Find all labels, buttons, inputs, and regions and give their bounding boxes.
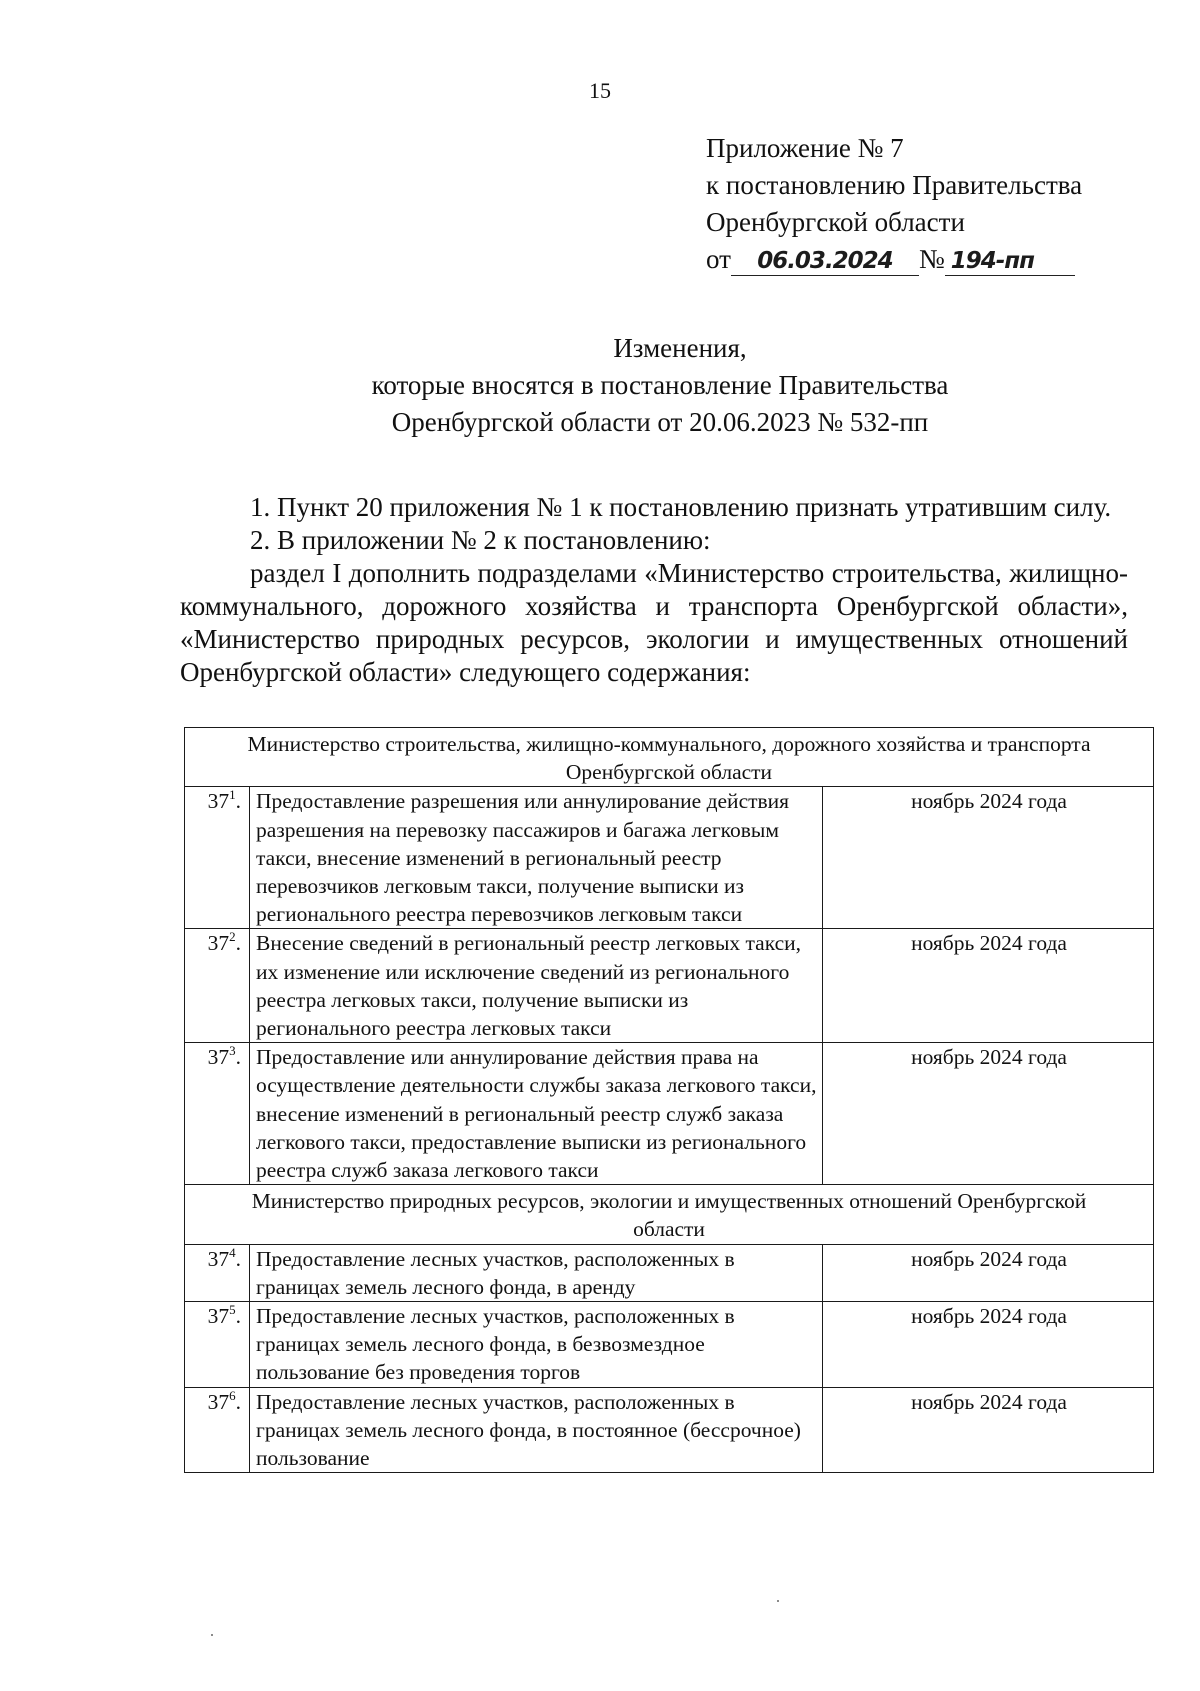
- deadline: ноябрь 2024 года: [823, 1244, 1154, 1301]
- row-number: $37^1$.: [185, 787, 250, 929]
- section-row: [185, 728, 1154, 787]
- service-description: Предоставление лесных участков, расположенных в границах земель лесного фонда, в безвозмездное пользование без проведения торгов: [250, 1302, 823, 1388]
- scan-speck: [777, 1600, 779, 1602]
- handwritten-date: 06.03.2024: [731, 248, 919, 276]
- title-line-1: Изменения,: [613, 333, 747, 363]
- row-number: $37^5$.: [185, 1302, 250, 1388]
- row-number: $37^4$.: [185, 1244, 250, 1301]
- service-description: Предоставление лесных участков, расположенных в границах земель лесного фонда, в постоянное (бессрочное) пользование: [250, 1387, 823, 1473]
- table-row: [185, 1302, 1154, 1388]
- paragraph-1: 1. Пункт 20 приложения № 1 к постановлению признать утратившим силу.: [250, 492, 1112, 522]
- page-number: 15: [589, 78, 611, 103]
- table-row: [185, 1244, 1154, 1301]
- deadline: ноябрь 2024 года: [823, 1387, 1154, 1473]
- service-description: Внесение сведений в региональный реестр легковых такси, их изменение или исключение сведений из регионального реестра легковых такси, получение выписки из регионального реестра легковых такси: [250, 929, 823, 1043]
- deadline: ноябрь 2024 года: [823, 1043, 1154, 1185]
- section-header-natural-resources: Министерство природных ресурсов, экологии и имущественных отношений Оренбургской области: [185, 1185, 1154, 1244]
- row-number: $37^3$.: [185, 1043, 250, 1185]
- deadline: ноябрь 2024 года: [823, 787, 1154, 929]
- table-row: [185, 787, 1154, 929]
- handwritten-number: 194-пп: [945, 248, 1075, 276]
- body-text: [180, 491, 1128, 689]
- annex-region: Оренбургской области: [706, 207, 965, 237]
- annex-block: [706, 130, 1082, 278]
- annex-date-line: [706, 241, 1082, 278]
- number-label: №: [918, 244, 945, 274]
- table-row: [185, 1387, 1154, 1473]
- changes-table: [184, 727, 1154, 1473]
- from-label: от: [706, 244, 731, 274]
- paragraph-2: 2. В приложении № 2 к постановлению:: [250, 525, 711, 555]
- document-title: [180, 330, 1140, 441]
- service-description: Предоставление лесных участков, расположенных в границах земель лесного фонда, в аренду: [250, 1244, 823, 1301]
- section-header-construction: Министерство строительства, жилищно-коммунального, дорожного хозяйства и транспорта Оренбургской области: [185, 728, 1154, 787]
- title-line-2: которые вносятся в постановление Правительства: [371, 370, 949, 400]
- scan-speck: [211, 1634, 213, 1636]
- table-row: [185, 929, 1154, 1043]
- annex-resolution-ref: к постановлению Правительства: [706, 170, 1083, 200]
- annex-title: Приложение № 7: [706, 133, 904, 163]
- deadline: ноябрь 2024 года: [823, 1302, 1154, 1388]
- section-row: [185, 1185, 1154, 1244]
- deadline: ноябрь 2024 года: [823, 929, 1154, 1043]
- service-description: Предоставление разрешения или аннулирование действия разрешения на перевозку пассажиров и багажа легковым такси, внесение изменений в региональный реестр перевозчиков легковым такси, получение выписки из регионального реестра перевозчиков легковым такси: [250, 787, 823, 929]
- title-line-3: Оренбургской области от 20.06.2023 № 532-пп: [391, 407, 929, 437]
- table-row: [185, 1043, 1154, 1185]
- service-description: Предоставление или аннулирование действия права на осуществление деятельности службы заказа легкового такси, внесение изменений в региональный реестр служб заказа легкового такси, предоставление выписки из регионального реестра служб заказа легкового такси: [250, 1043, 823, 1185]
- row-number: $37^2$.: [185, 929, 250, 1043]
- paragraph-3: раздел I дополнить подразделами «Министерство строительства, жилищно-коммунального, дорожного хозяйства и транспорта Оренбургской области», «Министерство природных ресурсов, экологии и имущественных отношений Оренбургской области» следующего содержания:: [180, 558, 1128, 687]
- row-number: $37^6$.: [185, 1387, 250, 1473]
